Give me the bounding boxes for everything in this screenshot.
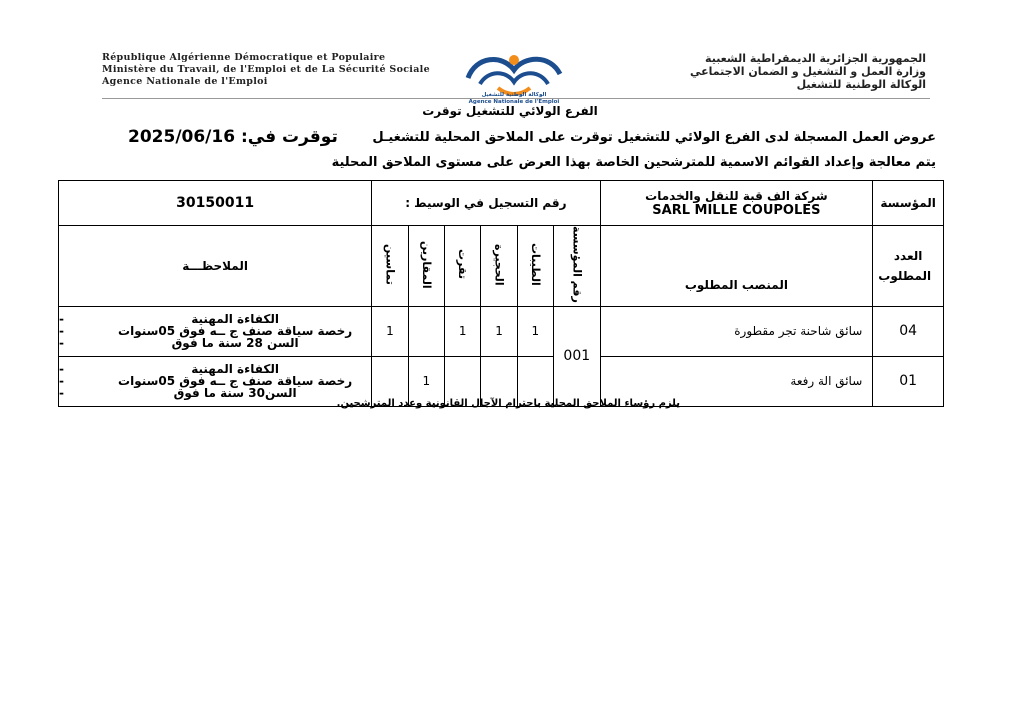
header-count (873, 226, 944, 307)
row-institution-no: 001 (554, 306, 600, 406)
header-touggourt-text: تقرت (456, 249, 470, 280)
branch-title: الفرع الولائي للتشغيل توقرت (422, 104, 598, 118)
institution-row (59, 181, 944, 226)
header-temacine-text: تماسين (383, 244, 397, 285)
table-row (59, 306, 944, 356)
row-count: 04 (873, 306, 944, 356)
column-header-row (59, 226, 944, 307)
document-date: توقرت في: 2025/06/16 (128, 127, 338, 147)
header-ar-ministry: وزارة العمل و التشغيل و الضمان الاجتماعي (690, 65, 926, 78)
header-count-text: العدد المطلوب (878, 248, 932, 283)
institution-name-ar: شركة الف قبة للنقل والخدمات (645, 188, 828, 203)
row-temacine: 1 (372, 306, 408, 356)
note-item: - الكفاءة المهنية (59, 363, 371, 375)
registration-label: رقم التسجيل في الوسيط : (372, 181, 600, 226)
logo-caption-ar: الوكالة الوطنية للتشغيل (481, 92, 547, 98)
header-ar-agency: الوكالة الوطنية للتشغيل (796, 78, 926, 91)
header-megarine (408, 226, 444, 307)
header-institution-no-text: رقم المؤسسة (570, 226, 584, 303)
row-hjira: 1 (481, 306, 517, 356)
row-position: سائق الة رفعة (600, 356, 873, 406)
registration-number: 30150011 (59, 181, 372, 226)
note-item: - السن 28 سنة ما فوق (59, 337, 371, 349)
note-item: - السن30 سنة ما فوق (59, 387, 371, 399)
header-institution-no (554, 226, 600, 307)
intro-line-2: يتم معالجة وإعداد القوائم الاسمية للمترشحين الخاصة بهذا العرض على مستوى الملاحق المحلية (331, 155, 936, 170)
header-hjira-text: الحجيرة (492, 243, 506, 286)
row-taibat: 1 (517, 306, 553, 356)
header-hjira (481, 226, 517, 307)
header-fr-republic: République Algérienne Démocratique et Populaire (102, 52, 386, 63)
note-item: - رخصة سياقة صنف ج ــه فوق 05سنوات (59, 325, 371, 337)
logo-caption-fr: Agence Nationale de l'Emploi (468, 99, 560, 105)
header-taibat (517, 226, 553, 307)
header-french-block (102, 52, 432, 88)
note-item: - الكفاءة المهنية (59, 313, 371, 325)
row-megarine (408, 306, 444, 356)
header-temacine (372, 226, 408, 307)
header-ar-republic: الجمهورية الجزائرية الديمقراطية الشعبية (705, 52, 926, 65)
header-remarks: الملاحظـــة (59, 226, 372, 307)
institution-name-cell (600, 181, 873, 226)
header-megarine-text: المقارين (419, 240, 433, 289)
row-notes (59, 306, 372, 356)
header-fr-ministry: Ministère du Travail, de l'Emploi et de La Sécurité Sociale (102, 64, 430, 75)
row-megarine: 1 (408, 356, 444, 406)
header-arabic-block (596, 52, 926, 91)
row-count: 01 (873, 356, 944, 406)
job-offers-table (58, 180, 944, 407)
note-item: - رخصة سياقة صنف ج ــه فوق 05سنوات (59, 375, 371, 387)
row-touggourt: 1 (444, 306, 480, 356)
header-divider (102, 98, 930, 99)
institution-label: المؤسسة (873, 181, 944, 226)
institution-name-fr: SARL MILLE COUPOLES (652, 202, 821, 218)
intro-line-1: عروض العمل المسجلة لدى الفرع الولائي للتشغيل توقرت على الملاحق المحلية للتشغيـل (372, 130, 936, 145)
header-position: المنصب المطلوب (600, 226, 873, 307)
header-fr-agency: Agence Nationale de l'Emploi (102, 76, 268, 87)
footer-note: يلزم رؤساء الملاحق المحلية باحترام الآجال القانونية وعدد المترشحين. (336, 398, 680, 409)
row-position: سائق شاحنة تجر مقطورة (600, 306, 873, 356)
header-touggourt (444, 226, 480, 307)
header-taibat-text: الطيبات (528, 243, 542, 286)
